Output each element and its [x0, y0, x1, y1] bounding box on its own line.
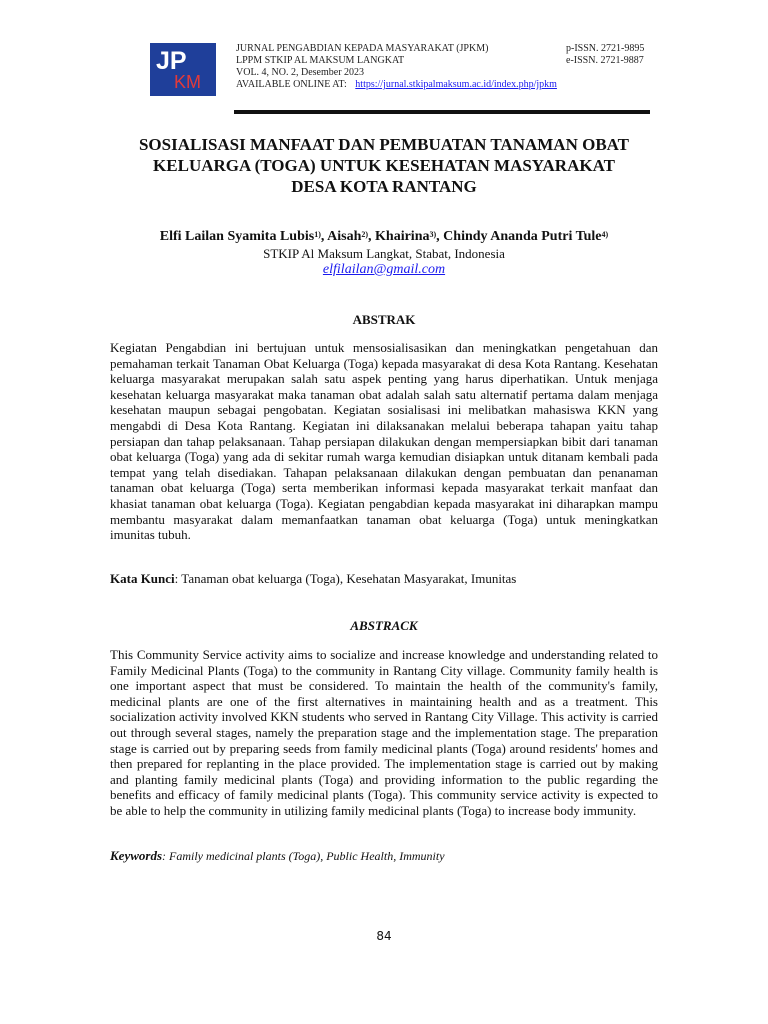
abstract-heading-en: ABSTRACK [350, 618, 418, 633]
author-list [60, 228, 708, 246]
title-line: KELUARGA (TOGA) UNTUK KESEHATAN MASYARAKAT [153, 156, 615, 175]
author-name: Chindy Ananda Putri Tule [443, 229, 602, 244]
author-email [60, 262, 708, 278]
volume-info: VOL. 4, NO. 2, Desember 2023 [236, 67, 365, 78]
logo-text-main: JP [156, 47, 187, 75]
author-affil-marker: 1) [314, 230, 321, 239]
journal-logo [150, 43, 216, 96]
abstract-text-id: Kegiatan Pengabdian ini bertujuan untuk mensosialisasikan dan meningkatkan pengetahuan dan pemahaman terkait Tanaman Obat Keluarga (Toga) kepada masyarakat di desa Kota Rantang. Kesehatan keluarga masyarakat merupakan salah satu aspek penting yang harus diperhatikan. Untuk menjaga kesehatan keluarga masyarakat maka tanaman obat adalah salah satu alternatif pertama dalam menjaga kesehatan maupun sebagai pengobatan. Kegiatan sosialisasi ini melibatkan mahasiswa KKN yang mengabdi di Desa Kota Rantang. Kegiatan ini dilaksanakan melalui beberapa tahapan yaitu tahap persiapan dan tahap pelaksanaan. Tahap persiapan dilakukan dengan mempersiapkan bibit dari tanaman obat keluarga (Toga) yang ada di sekitar rumah warga kemudian disiapkan untuk ditanam kembali pada tempat yang telah disediakan. Tahapan pelaksanaan dilakukan dengan pembuatan dan penanaman tanaman obat keluarga (Toga) serta memberikan informasi kepada masyarakat terkait manfaat dan khasiat tanaman obat keluarga (Toga). Kegiatan pengabdian kepada masyarakat ini diharapkan mampu membantu masyarakat dalam memanfaatkan tanaman obat keluarga (Toga) untuk meningkatkan imunitas tubuh. [110, 340, 658, 543]
journal-url-link[interactable]: https://jurnal.stkipalmaksum.ac.id/index.php/jpkm [355, 79, 557, 90]
abstract-text-en: This Community Service activity aims to socialize and increase knowledge and understanding related to Family Medicinal Plants (Toga) to the community in Rantang City village. Community family health is one important aspect that must be considered. To maintain the health of the community's family, medicinal plants are one of the first alternatives in maintaining health and as a treatment. This socialization activity involved KKN students who served in Rantang City Village. This activity is carried out through several stages, namely the preparation stage and the implementation stage. The preparation stage is carried out by preparing seeds from family medicinal plants (Toga) around residents' homes and then prepared for replanting in the place provided. The implementation stage is carried out by making and planting family medicinal plants (Toga) and providing information to the public regarding the benefits and efficacy of family medicinal plants (Toga). This community service activity is expected to be able to help the community in utilizing family medicinal plants (Toga) to increase body immunity. [110, 647, 658, 818]
affiliation: STKIP Al Maksum Langkat, Stabat, Indonesia [263, 246, 505, 261]
keywords-label-id: Kata Kunci [110, 571, 175, 586]
author-affil-marker: 4) [601, 230, 609, 239]
author-separator: , [436, 229, 444, 244]
publisher: LPPM STKIP AL MAKSUM LANGKAT [236, 55, 405, 66]
e-issn: e-ISSN. 2721-9887 [566, 55, 644, 66]
author-name: Elfi Lailan Syamita Lubis [159, 229, 315, 244]
available-label: AVAILABLE ONLINE AT: [236, 79, 347, 90]
abstract-heading-id: ABSTRAK [352, 312, 416, 327]
author-separator: , [368, 229, 376, 244]
email-link[interactable]: elfilailan@gmail.com [322, 262, 446, 277]
title-line: SOSIALISASI MANFAAT DAN PEMBUATAN TANAMAN OBAT [138, 135, 630, 154]
keywords-id [110, 571, 670, 587]
paper-title [100, 134, 668, 197]
title-line: DESA KOTA RANTANG [291, 177, 477, 196]
keywords-value-id: : Tanaman obat keluarga (Toga), Kesehatan Masyarakat, Imunitas [174, 571, 517, 586]
journal-name: JURNAL PENGABDIAN KEPADA MASYARAKAT (JPKM) [236, 43, 489, 54]
keywords-value-en: : Family medicinal plants (Toga), Public Health, Immunity [162, 849, 445, 863]
author-affil-marker: 3) [429, 230, 437, 239]
journal-header [150, 43, 658, 95]
p-issn: p-ISSN. 2721-9895 [566, 43, 645, 54]
logo-text-sub: KM [174, 72, 201, 92]
author-separator: , [320, 229, 328, 244]
page-number: 84 [376, 929, 392, 943]
keywords-label-en: Keywords [110, 848, 162, 863]
journal-info [236, 43, 656, 91]
header-divider [234, 110, 650, 114]
author-affil-marker: 2) [361, 230, 369, 239]
author-name: Khairina [375, 229, 430, 244]
author-name: Aisah [327, 229, 362, 244]
keywords-en [110, 848, 670, 864]
